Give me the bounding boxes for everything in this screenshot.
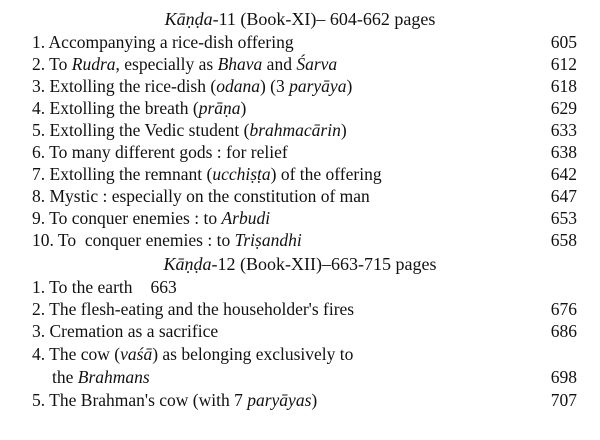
kanda-11-entry-7 — [32, 163, 577, 185]
entry-title: 5. The Brahman's cow (with 7 paryāyas) — [32, 390, 318, 410]
entry-page-number: 612 — [550, 54, 577, 74]
kanda-11-entry-2 — [32, 53, 577, 75]
entry-title: 4. The cow (vaśā) as belonging exclusively to — [32, 344, 354, 364]
entry-title: 1. To the earth — [32, 277, 133, 297]
kanda-11-heading — [0, 8, 600, 30]
kanda-11-entry-9 — [32, 207, 577, 229]
kanda-11-heading-prefix: Kāṇḍa — [164, 9, 213, 29]
entry-page-number: 653 — [550, 208, 577, 228]
entry-title: 8. Mystic : especially on the constitution of man — [32, 186, 370, 206]
entry-page-number: 647 — [550, 186, 577, 206]
entry-title: 5. Extolling the Vedic student (brahmacārin) — [32, 120, 347, 140]
entry-title-continued: the Brahmans — [52, 367, 150, 387]
entry-title: 4. Extolling the breath (prāṇa) — [32, 98, 247, 118]
kanda-11-entry-4 — [32, 97, 577, 119]
entry-page-number: 707 — [550, 390, 577, 410]
entry-title: 10. To conquer enemies : to Triṣandhi — [32, 230, 302, 250]
entry-page-number: 642 — [550, 164, 577, 184]
kanda-12-entry-4-continued — [52, 366, 577, 388]
kanda-12-entry-5 — [32, 389, 577, 411]
kanda-11-heading-suffix: -11 (Book-XI)– 604-662 pages — [212, 9, 436, 29]
entry-title: 7. Extolling the remnant (ucchiṣṭa) of the offering — [32, 164, 382, 184]
kanda-12-heading — [0, 253, 600, 275]
entry-page-number: 676 — [550, 299, 577, 319]
kanda-12-heading-prefix: Kāṇḍa — [163, 254, 212, 274]
entry-title: 9. To conquer enemies : to Arbudi — [32, 208, 271, 228]
kanda-12-entry-2 — [32, 298, 577, 320]
kanda-12-entry-3 — [32, 320, 577, 342]
kanda-12-heading-suffix: -12 (Book-XII)–663-715 pages — [211, 254, 437, 274]
kanda-11-entry-8 — [32, 185, 577, 207]
kanda-11-entry-1 — [32, 31, 577, 53]
entry-title: 2. The flesh-eating and the householder's fires — [32, 299, 355, 319]
kanda-11-entry-3 — [32, 75, 577, 97]
entry-title: 2. To Rudra, especially as Bhava and Śarva — [32, 54, 338, 74]
entry-title: 3. Cremation as a sacrifice — [32, 321, 219, 341]
entry-page-number: 629 — [550, 98, 577, 118]
entry-page-number: 686 — [550, 321, 577, 341]
entry-title: 1. Accompanying a rice-dish offering — [32, 32, 294, 52]
entry-page-number: 618 — [550, 76, 577, 96]
entry-title: 3. Extolling the rice-dish (odana) (3 paryāya) — [32, 76, 353, 96]
kanda-11-entry-5 — [32, 119, 577, 141]
entry-page-number: 638 — [550, 142, 577, 162]
kanda-12-entry-4 — [32, 343, 577, 365]
entry-page-number: 633 — [550, 120, 577, 140]
kanda-11-entry-6 — [32, 141, 577, 163]
entry-page-number: 698 — [550, 367, 577, 387]
kanda-12-entry-1 — [32, 276, 577, 298]
kanda-11-entry-10 — [32, 229, 577, 251]
entry-page-number: 605 — [550, 32, 577, 52]
entry-page-number: 663 — [150, 277, 177, 297]
entry-title: 6. To many different gods : for relief — [32, 142, 288, 162]
entry-page-number: 658 — [550, 230, 577, 250]
